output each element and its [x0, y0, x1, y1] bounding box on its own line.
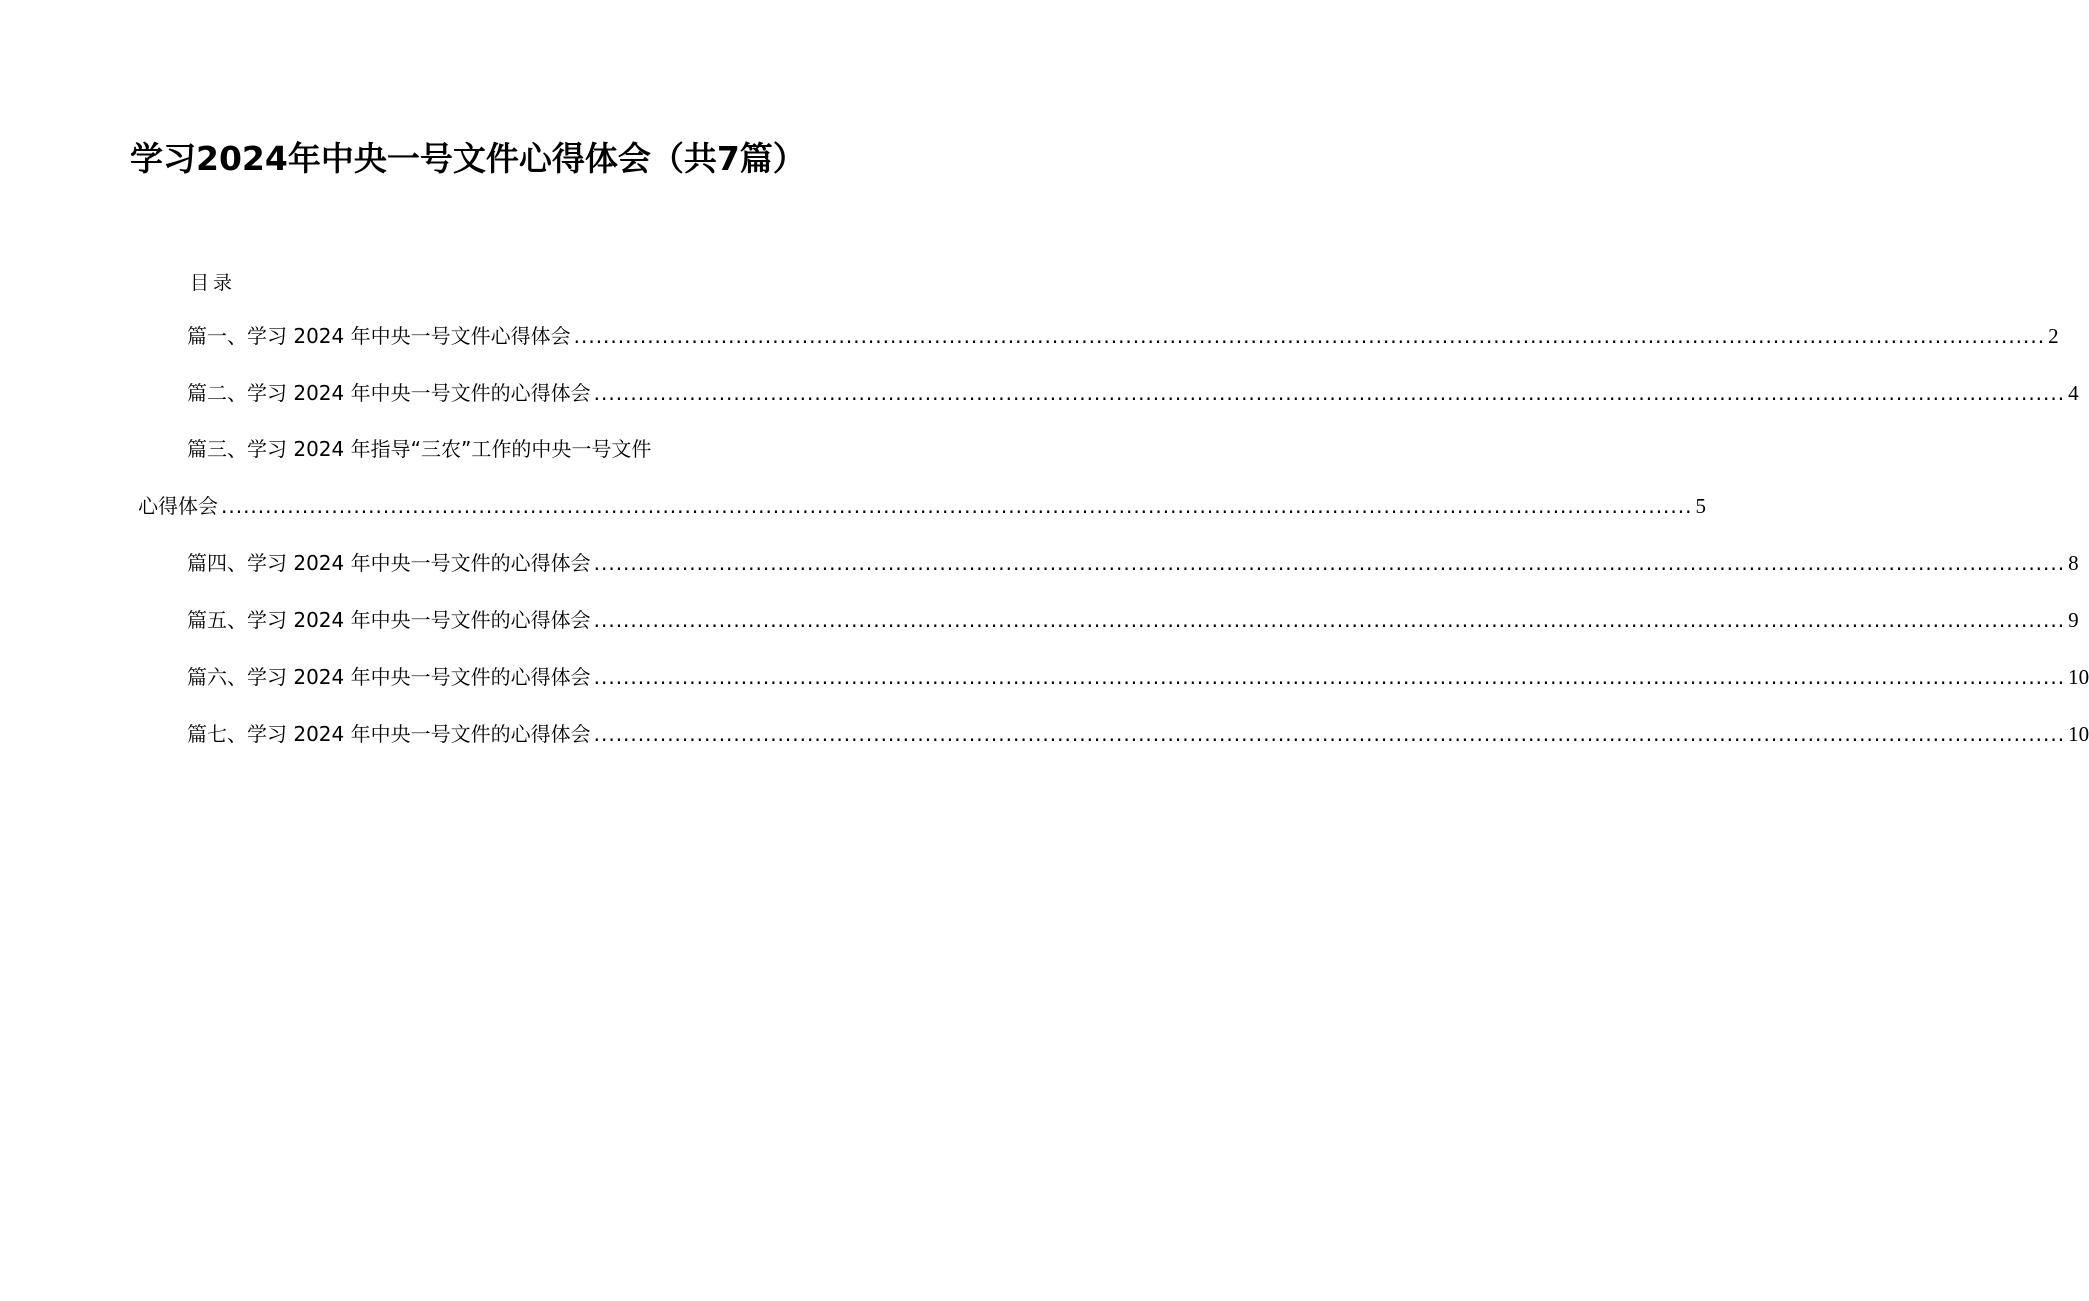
toc-entry[interactable]	[187, 378, 2079, 408]
toc-page-number: 4	[2068, 381, 2079, 405]
toc-entry-text: 心得体会	[138, 494, 218, 518]
toc-entry[interactable]	[187, 662, 2089, 692]
dot-leader: ........................................................................................................................................................................................................	[573, 324, 2046, 348]
dot-leader: ........................................................................................................................................................................................................	[593, 381, 2066, 405]
toc-page-number: 10	[2068, 722, 2089, 746]
toc-entry-text: 篇五、学习 2024 年中央一号文件的心得体会	[187, 608, 591, 632]
dot-leader: ........................................................................................................................................................................................................	[593, 608, 2066, 632]
dot-leader: ........................................................................................................................................................................................................	[593, 551, 2066, 575]
dot-leader: ........................................................................................................................................................................................................	[221, 494, 1693, 518]
toc-entry-text: 篇一、学习 2024 年中央一号文件心得体会	[187, 324, 571, 348]
toc-entry[interactable]	[187, 321, 2059, 351]
toc-entry[interactable]	[138, 491, 1706, 521]
toc-entry[interactable]	[187, 548, 2079, 578]
toc-entry-line1[interactable]: 篇三、学习 2024 年指导“三农”工作的中央一号文件	[187, 437, 652, 461]
dot-leader: ........................................................................................................................................................................................................	[593, 665, 2066, 689]
toc-entry-text: 篇二、学习 2024 年中央一号文件的心得体会	[187, 381, 591, 405]
toc-entry-text: 篇六、学习 2024 年中央一号文件的心得体会	[187, 665, 591, 689]
toc-entry[interactable]	[187, 719, 2089, 749]
toc-entry[interactable]	[187, 605, 2079, 635]
toc-page-number: 10	[2068, 665, 2089, 689]
toc-page-number: 8	[2068, 551, 2079, 575]
toc-label: 目录	[190, 272, 237, 294]
toc-entry-text: 篇七、学习 2024 年中央一号文件的心得体会	[187, 722, 591, 746]
dot-leader: ........................................................................................................................................................................................................	[593, 722, 2066, 746]
toc-page-number: 5	[1695, 494, 1706, 518]
toc-page-number: 2	[2048, 324, 2059, 348]
page-title: 学习2024年中央一号文件心得体会（共7篇）	[130, 139, 806, 178]
toc-entry-text: 篇四、学习 2024 年中央一号文件的心得体会	[187, 551, 591, 575]
toc-page-number: 9	[2068, 608, 2079, 632]
